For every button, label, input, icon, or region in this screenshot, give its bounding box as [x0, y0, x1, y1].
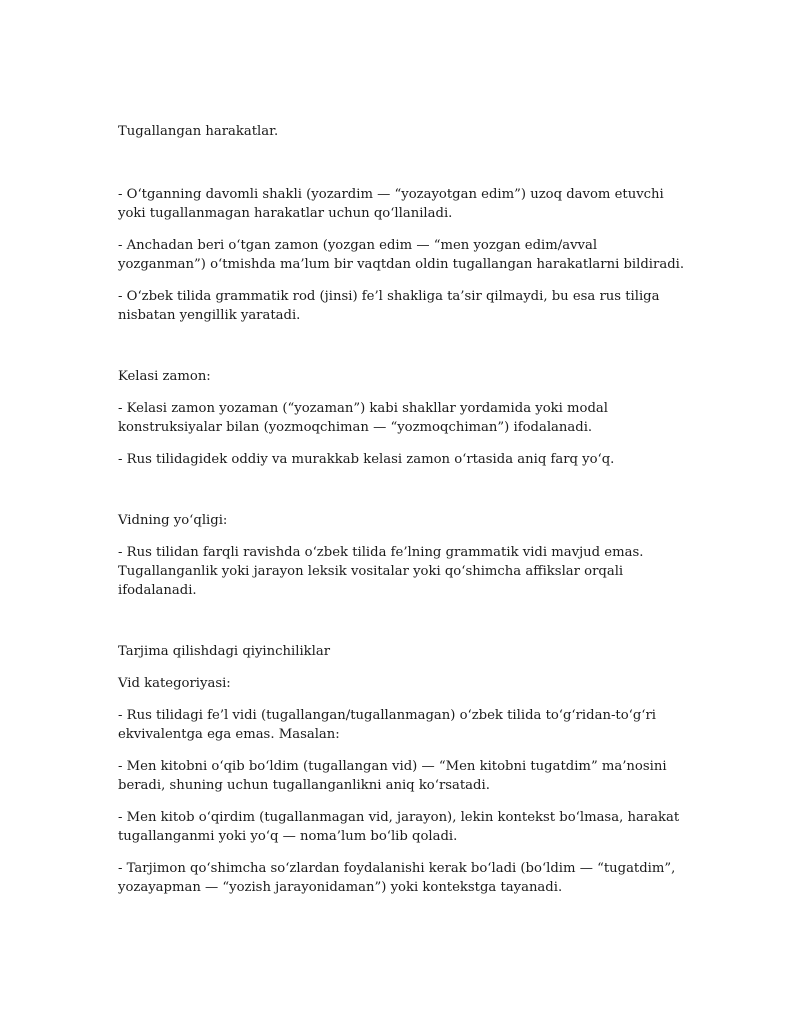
paragraph: - Tarjimon qo‘shimcha so‘zlardan foydalanishi kerak bo‘ladi (bo‘ldim — “tugatdim”, yozayapman — “yozish jarayonidaman”) yoki kontekstga tayanadi. [118, 861, 676, 895]
section-heading: Vidning yo‘qligi: [118, 513, 228, 528]
paragraph: - Rus tilidagi fe’l vidi (tugallangan/tugallanmagan) o‘zbek tilida to‘g‘ridan-to‘g‘ri ekvivalentga ega emas. Masalan: [118, 708, 656, 742]
paragraph: - Kelasi zamon yozaman (“yozaman”) kabi shakllar yordamida yoki modal konstruksiyalar bilan (yozmoqchiman — “yozmoqchiman”) ifodalanadi. [118, 401, 609, 435]
paragraph: - Rus tilidan farqli ravishda o‘zbek tilida fe’lning grammatik vidi mavjud emas. Tugallanganlik yoki jarayon leksik vositalar yoki qo‘shimcha affikslar orqali ifodalanadi. [118, 545, 644, 598]
paragraph: - Rus tilidagidek oddiy va murakkab kelasi zamon o‘rtasida aniq farq yo‘q. [118, 452, 615, 467]
paragraph: - Men kitobni o‘qib bo‘ldim (tugallangan vid) — “Men kitobni tugatdim” ma’nosini beradi, shuning uchun tugallanganlikni aniq ko‘rsatadi. [118, 759, 667, 793]
paragraph: - O‘zbek tilida grammatik rod (jinsi) fe’l shakliga ta’sir qilmaydi, bu esa rus tiliga nisbatan yengillik yaratadi. [118, 289, 660, 323]
paragraph: - Men kitob o‘qirdim (tugallanmagan vid, jarayon), lekin kontekst bo‘lmasa, harakat tugallanganmi yoki yo‘q — noma’lum bo‘lib qoladi. [118, 810, 680, 844]
section-heading: Kelasi zamon: [118, 369, 211, 384]
document-page [118, 122, 688, 897]
paragraph: - Anchadan beri o‘tgan zamon (yozgan edim — “men yozgan edim/avval yozganman”) o‘tmishda ma’lum bir vaqtdan oldin tugallangan harakatlarni bildiradi. [118, 238, 685, 272]
section-heading: Tugallangan harakatlar. [118, 124, 279, 139]
paragraph: - O‘tganning davomli shakli (yozardim — “yozayotgan edim”) uzoq davom etuvchi yoki tugallanmagan harakatlar uchun qo‘llaniladi. [118, 187, 664, 221]
section-heading: Tarjima qilishdagi qiyinchiliklar [118, 644, 331, 659]
section-subheading: Vid kategoriyasi: [118, 676, 231, 691]
